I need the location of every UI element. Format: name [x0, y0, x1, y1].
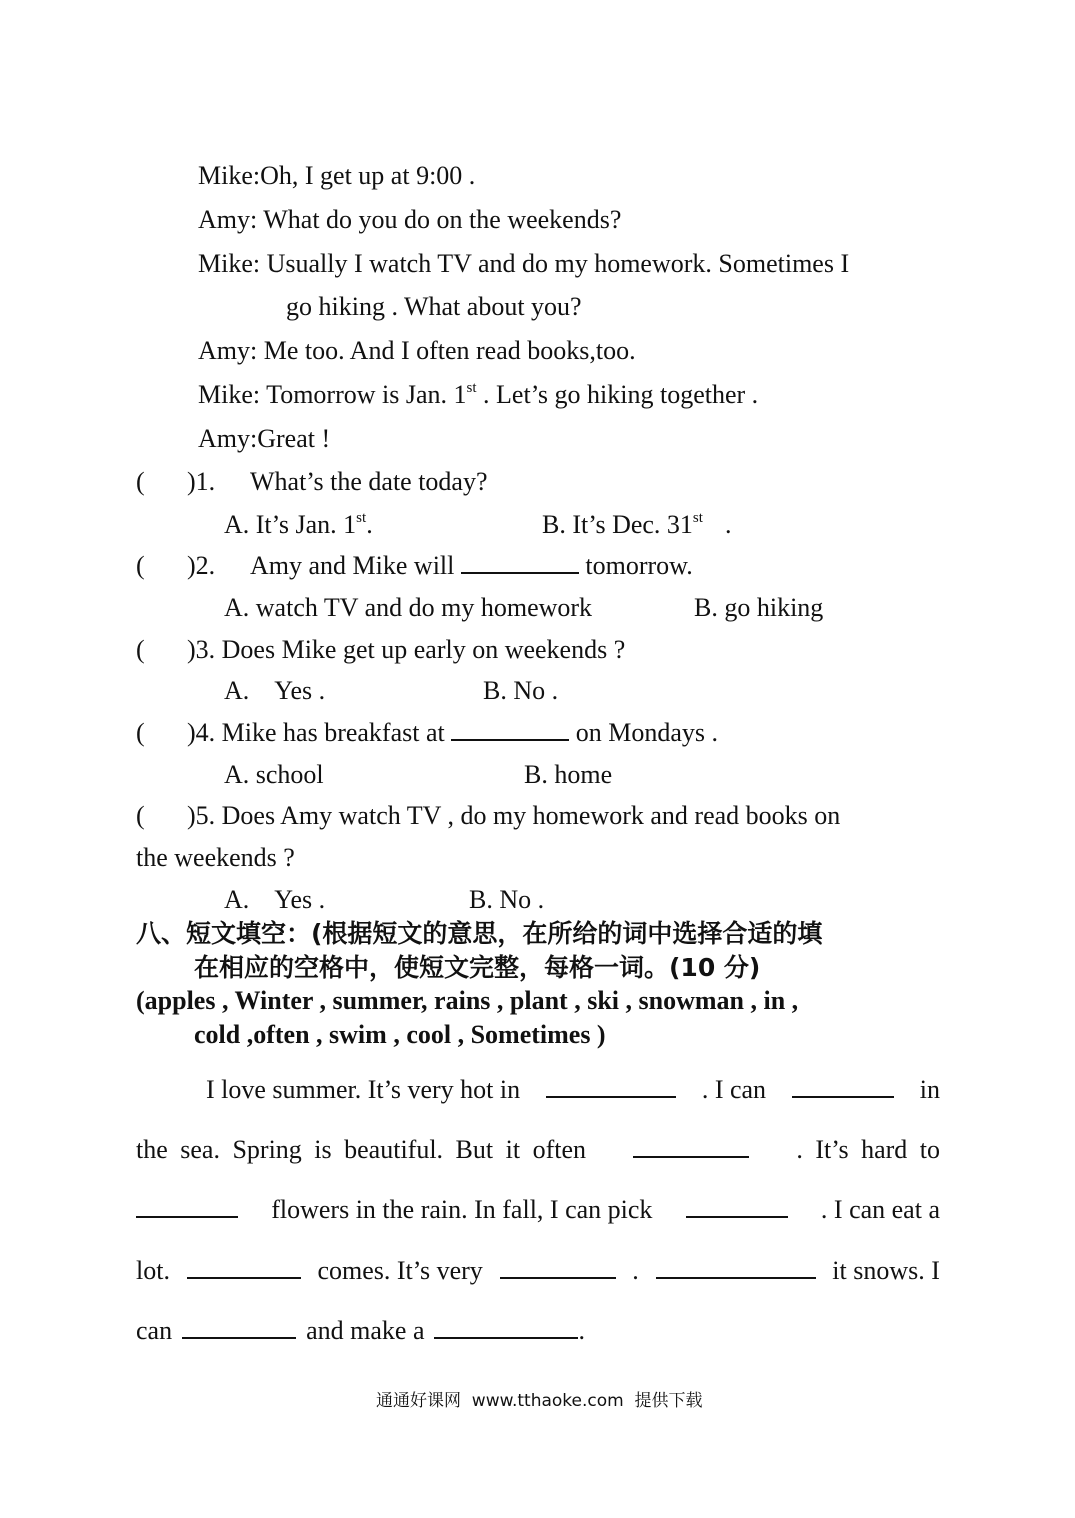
dialogue-text: . Let’s go hiking together . [476, 380, 759, 409]
option-b: B. go hiking [694, 593, 824, 622]
question-text-part: )4. Mike has breakfast at [187, 718, 445, 747]
dialogue-line [198, 382, 758, 408]
dialogue-line: Mike: Usually I watch TV and do my homework. Sometimes I [198, 249, 850, 278]
ordinal-suffix: st [356, 510, 367, 526]
fill-blank[interactable] [136, 1214, 238, 1218]
passage-text: . I can [701, 1075, 767, 1104]
dialogue-line: Amy: What do you do on the weekends? [198, 205, 622, 234]
passage-text: comes. It’s very [317, 1256, 483, 1285]
fill-blank[interactable] [187, 1275, 301, 1279]
option-text: . [366, 510, 373, 539]
passage-text: the sea. Spring is beautiful. But it often [136, 1135, 586, 1164]
page-footer: 通通好课网 www.tthaoke.com 提供下载 [376, 1391, 703, 1411]
option-text: B. It’s Dec. 31 [542, 510, 693, 539]
ordinal-suffix: st [466, 380, 477, 396]
option-a: A. school [224, 760, 324, 789]
fill-blank[interactable] [792, 1094, 894, 1098]
option-b: B. home [524, 760, 613, 789]
fill-blank[interactable] [182, 1335, 296, 1339]
question-text: )3. Does Mike get up early on weekends ? [187, 635, 626, 664]
option-b: B. No . [483, 676, 559, 705]
question-text-part: Amy and Mike will [250, 551, 455, 580]
passage-text: and make a [306, 1316, 425, 1345]
option-b: B. No . [469, 885, 545, 914]
fill-blank[interactable] [656, 1275, 816, 1279]
passage-line [136, 1197, 940, 1223]
passage-text: in [919, 1075, 940, 1104]
option-text: . [724, 510, 732, 539]
option-text: A. It’s Jan. 1 [224, 510, 357, 539]
answer-bracket[interactable]: ( [136, 467, 145, 496]
passage-text: I love summer. It’s very hot in [206, 1075, 521, 1104]
dialogue-line: Amy:Great ! [198, 424, 331, 453]
passage-line [136, 1137, 940, 1163]
ordinal-suffix: st [692, 510, 703, 526]
passage-text: . [632, 1256, 639, 1285]
option-a: A. Yes . [224, 676, 326, 705]
answer-bracket[interactable]: ( [136, 718, 145, 747]
word-bank: cold ,often , swim , cool , Sometimes ) [194, 1020, 606, 1049]
question-text: )5. Does Amy watch TV , do my homework and read books on [187, 801, 841, 830]
passage-text: can [136, 1316, 173, 1345]
fill-blank[interactable] [434, 1335, 578, 1339]
option-b [542, 512, 731, 538]
section-heading: 在相应的空格中，使短文完整，每格一词。(10 分) [194, 953, 761, 982]
passage-line [136, 1258, 940, 1284]
passage-text: . It’s hard to [796, 1135, 940, 1164]
question-text [187, 720, 718, 746]
question-text [250, 553, 693, 579]
fill-blank[interactable] [546, 1094, 676, 1098]
question-number: )1. [187, 467, 216, 496]
question-text: the weekends ? [136, 843, 295, 872]
fill-blank[interactable] [500, 1275, 616, 1279]
passage-line [136, 1318, 585, 1344]
option-a [224, 512, 373, 538]
passage-text: it snows. I [832, 1256, 940, 1285]
passage-text: . [578, 1316, 585, 1345]
passage-text: lot. [136, 1256, 170, 1285]
question-text-part: on Mondays . [575, 718, 719, 747]
passage-line [206, 1077, 940, 1103]
answer-bracket[interactable]: ( [136, 551, 145, 580]
section-heading: 八、短文填空：(根据短文的意思，在所给的词中选择合适的填 [136, 919, 823, 948]
dialogue-line: Amy: Me too. And I often read books,too. [198, 336, 636, 365]
question-number: )2. [187, 551, 216, 580]
option-a: A. watch TV and do my homework [224, 593, 593, 622]
fill-blank[interactable] [451, 737, 569, 741]
dialogue-text: Mike: Tomorrow is Jan. 1 [198, 380, 467, 409]
fill-blank[interactable] [633, 1154, 749, 1158]
fill-blank[interactable] [461, 570, 579, 574]
fill-blank[interactable] [686, 1214, 788, 1218]
option-a: A. Yes . [224, 885, 326, 914]
dialogue-line: go hiking . What about you? [286, 292, 582, 321]
question-text: What’s the date today? [250, 467, 488, 496]
question-text-part: tomorrow. [585, 551, 693, 580]
answer-bracket[interactable]: ( [136, 635, 145, 664]
word-bank: (apples , Winter , summer, rains , plant , ski , snowman , in , [136, 986, 799, 1015]
passage-text: . I can eat a [820, 1195, 940, 1224]
answer-bracket[interactable]: ( [136, 801, 145, 830]
passage-text: flowers in the rain. In fall, I can pick [271, 1195, 653, 1224]
dialogue-line: Mike:Oh, I get up at 9:00 . [198, 161, 476, 190]
